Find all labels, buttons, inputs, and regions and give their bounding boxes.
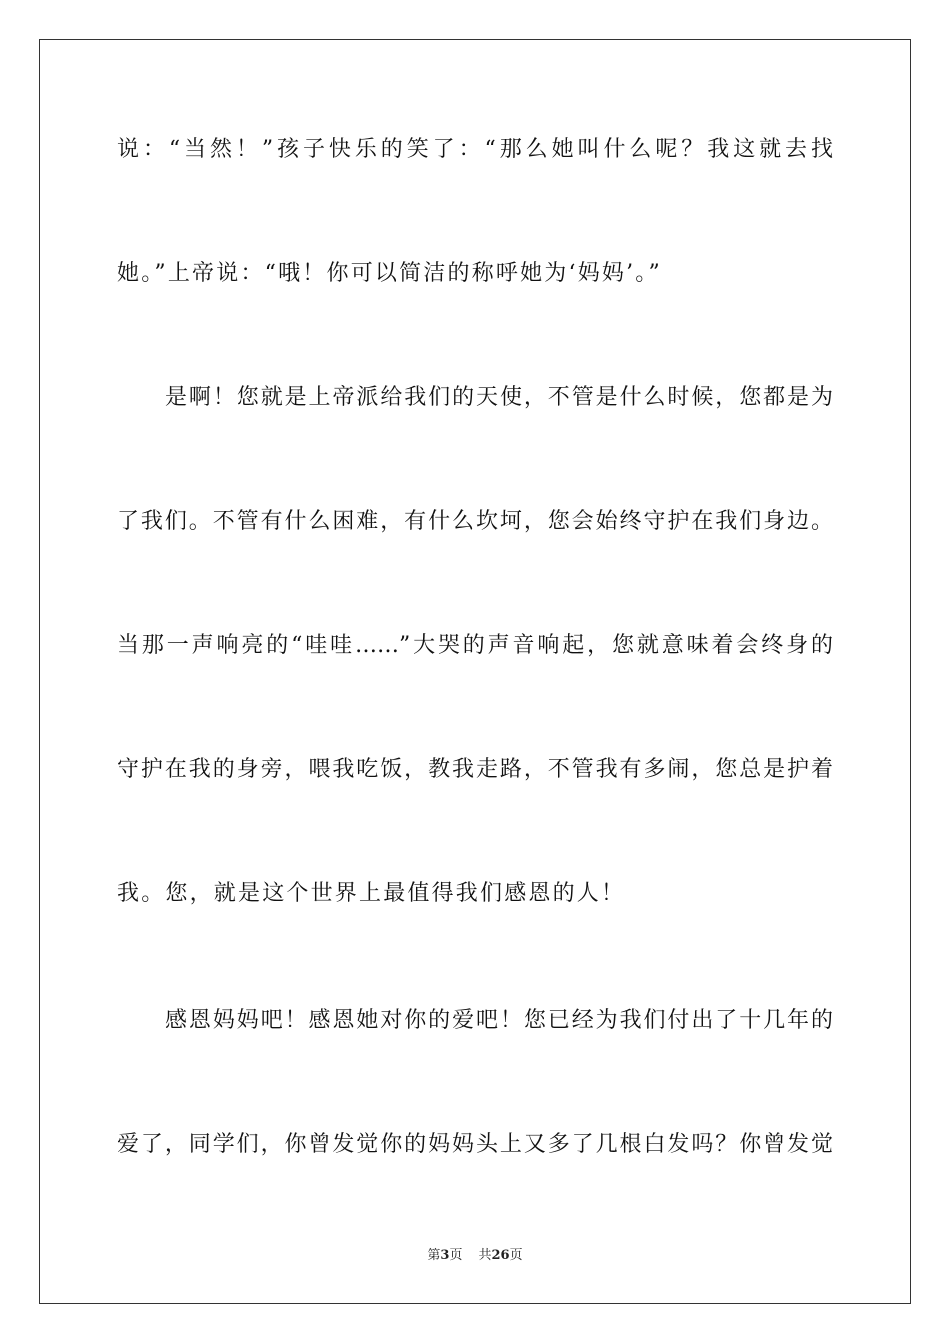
text-line-7: 我。您，就是这个世界上最值得我们感恩的人！ (117, 881, 626, 906)
page-suffix: 页 (449, 1248, 463, 1263)
page-number: 3 (440, 1248, 450, 1263)
total-suffix: 页 (509, 1248, 523, 1263)
text-line-4: 了我们。不管有什么困难，有什么坎坷，您会始终守护在我们身边。 (117, 509, 833, 534)
page-prefix: 第 (427, 1248, 441, 1263)
text-line-9: 爱了，同学们，你曾发觉你的妈妈头上又多了几根白发吗？你曾发觉 (117, 1132, 833, 1157)
text-line-8: 感恩妈妈吧！感恩她对你的爱吧！您已经为我们付出了十几年的 (165, 1008, 833, 1033)
text-line-1: 说：“当然！”孩子快乐的笑了：“那么她叫什么呢？我这就去找 (117, 137, 833, 162)
text-line-5: 当那一声响亮的“哇哇……”大哭的声音响起，您就意味着会终身的 (117, 633, 833, 658)
total-pages: 26 (491, 1248, 510, 1263)
total-prefix: 共 (478, 1248, 492, 1263)
text-line-6: 守护在我的身旁，喂我吃饭，教我走路，不管我有多闹，您总是护着 (117, 757, 833, 782)
page-footer (0, 1247, 950, 1265)
page-border (39, 39, 911, 1304)
text-line-2: 她。”上帝说：“哦！你可以简洁的称呼她为‘妈妈’。” (117, 261, 662, 286)
text-line-3: 是啊！您就是上帝派给我们的天使，不管是什么时候，您都是为 (165, 385, 833, 410)
